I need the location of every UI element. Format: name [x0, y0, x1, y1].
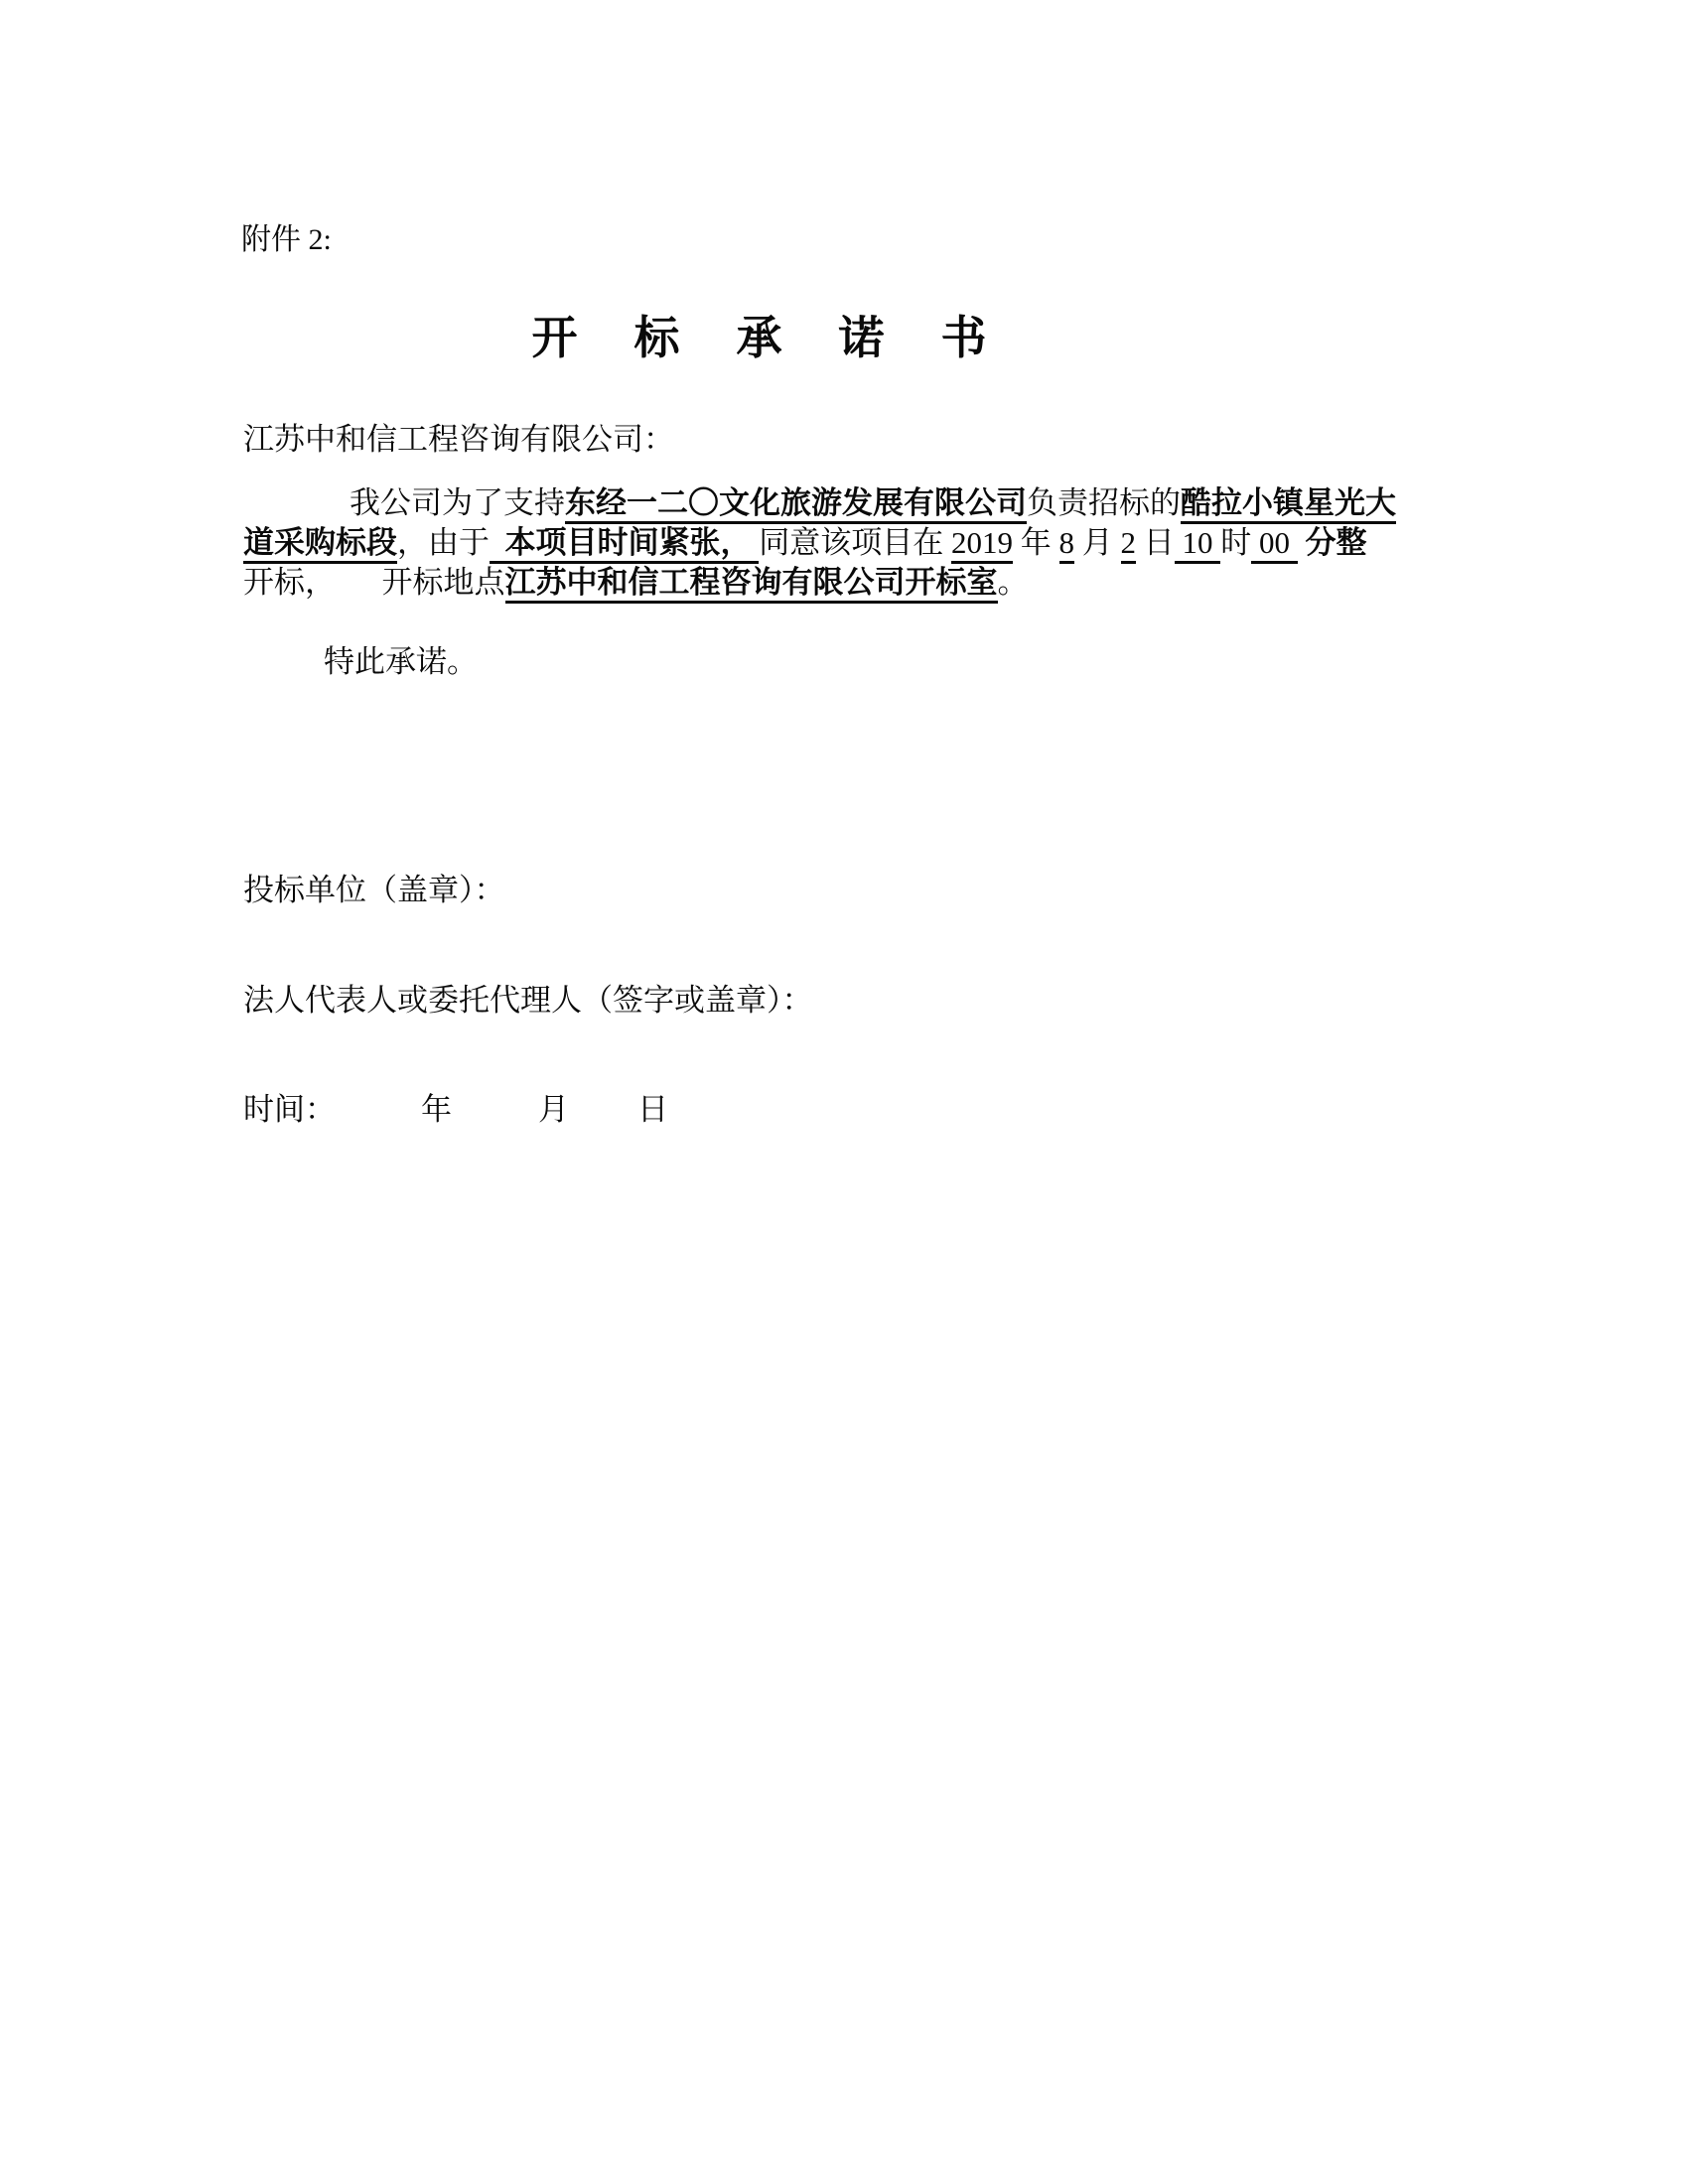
text-run: 开标， 开标地点	[243, 565, 505, 600]
text-run-day-value: 2	[1121, 525, 1137, 564]
text-run: 我公司为了支持	[350, 485, 565, 520]
text-run: 分整	[1297, 525, 1367, 560]
text-run-project-name: 道采购标段	[243, 525, 397, 564]
paragraph-line-3	[243, 563, 1465, 603]
text-run-venue-name: 江苏中和信工程咨询有限公司开标室	[505, 565, 998, 604]
recipient-line: 江苏中和信工程咨询有限公司：	[243, 422, 674, 457]
text-run-reason: 本项目时间紧张，	[490, 525, 759, 564]
text-run: ，由于	[397, 525, 490, 560]
representative-signature-line: 法人代表人或委托代理人（签字或盖章）：	[243, 983, 813, 1018]
paragraph-line-1	[243, 483, 1465, 523]
document-title: 开标承诺书	[531, 313, 1044, 363]
commitment-paragraph	[243, 483, 1465, 603]
text-run: 日	[1136, 525, 1175, 560]
text-run-hour-value: 10	[1175, 525, 1221, 564]
paragraph-line-2	[243, 523, 1465, 563]
date-line	[243, 1084, 668, 1129]
date-day-label: 日	[637, 1092, 668, 1127]
text-run-project-name: 酷拉小镇星光大	[1181, 485, 1396, 524]
attachment-label: 附件 2:	[241, 223, 332, 256]
text-run-minute-value: 00	[1251, 525, 1298, 564]
text-run-month-value: 8	[1059, 525, 1075, 564]
date-year-label: 年	[421, 1092, 452, 1127]
text-run: 时	[1220, 525, 1252, 560]
closing-line: 特此承诺。	[324, 644, 478, 679]
text-run: 负责招标的	[1027, 485, 1181, 520]
text-run: 。	[997, 565, 1029, 600]
bidder-seal-line: 投标单位（盖章）：	[243, 873, 505, 907]
text-run: 月	[1074, 525, 1121, 560]
text-run: 同意该项目在	[759, 525, 951, 560]
text-run: 年	[1013, 525, 1059, 560]
date-label: 时间：	[243, 1092, 336, 1127]
text-run-year-value: 2019	[951, 525, 1013, 564]
text-run-tenderer-name: 东经一二〇文化旅游发展有限公司	[565, 485, 1027, 524]
date-month-label: 月	[538, 1092, 569, 1127]
